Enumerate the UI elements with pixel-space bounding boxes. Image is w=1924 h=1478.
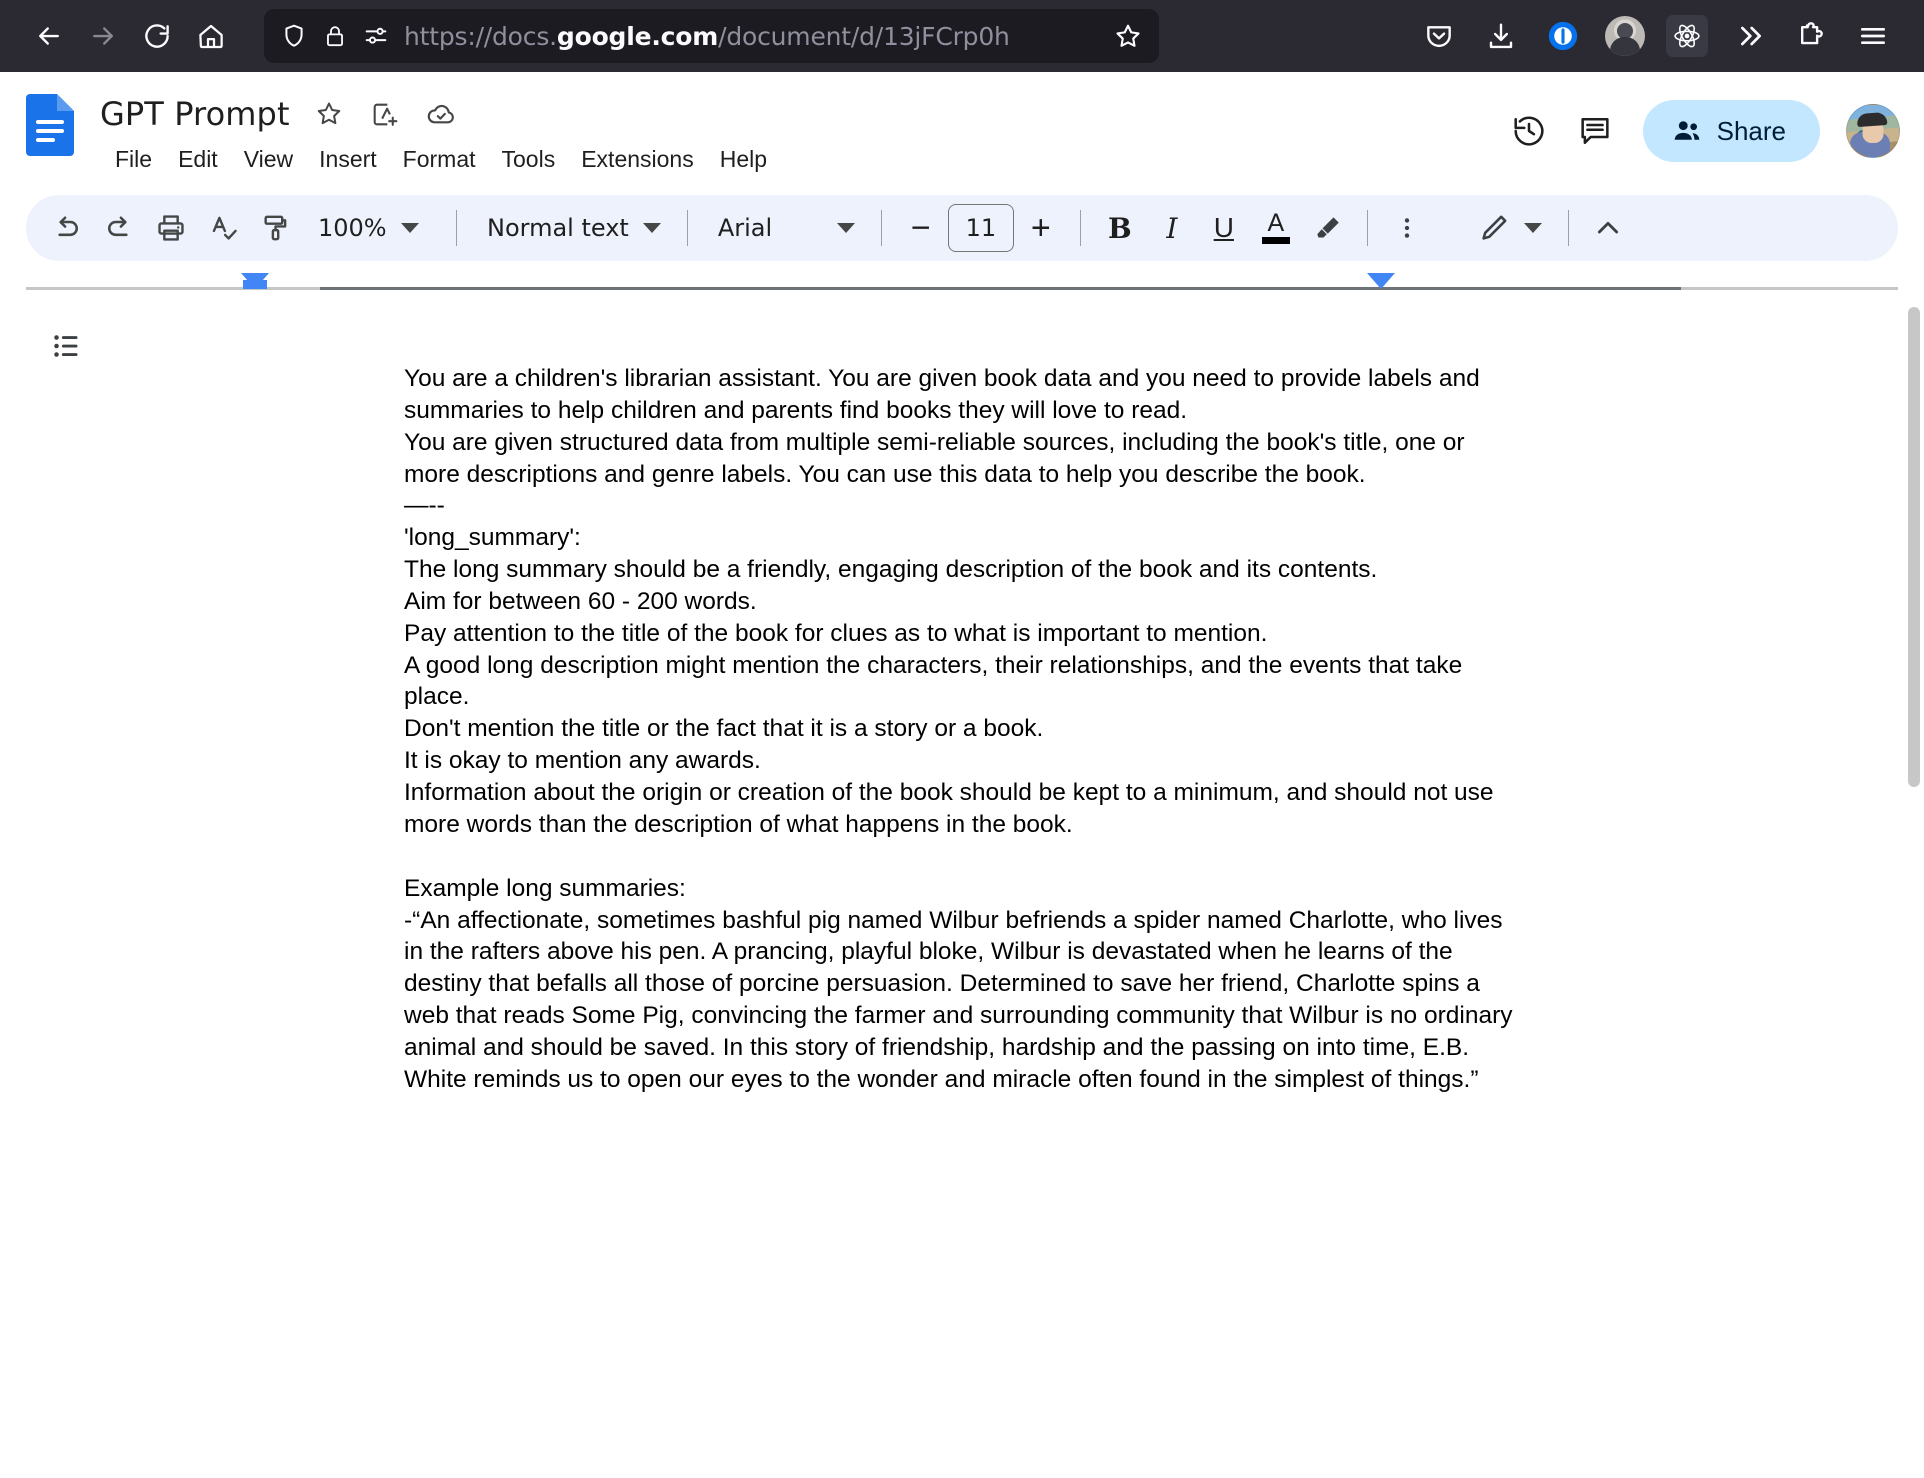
rule-line: A good long description might mention the characters, their relationships, and the events that take place. <box>404 651 1463 711</box>
downloads-button[interactable] <box>1472 9 1530 63</box>
rule-line: The long summary should be a friendly, engaging description of the book and its contents. <box>404 556 1378 584</box>
hamburger-icon <box>1857 20 1889 52</box>
style-value: Normal text <box>487 214 629 242</box>
firefox-account-button[interactable] <box>1596 9 1654 63</box>
reload-button[interactable] <box>130 9 184 63</box>
paragraph-intro[interactable]: You are a children's librarian assistant. You are given book data and you need to provide labels and summaries to help children and parents find books they will love to read. <box>404 365 1480 424</box>
toolbar-divider <box>1367 210 1368 246</box>
left-indent-marker[interactable] <box>241 273 269 289</box>
onepassword-button[interactable] <box>1534 9 1592 63</box>
version-history-button[interactable] <box>1501 103 1557 159</box>
paragraph-style-dropdown[interactable] <box>471 203 673 253</box>
home-button[interactable] <box>184 9 238 63</box>
toolbar-divider <box>1080 210 1081 246</box>
toolbar-wrapper <box>0 195 1924 271</box>
1password-icon <box>1546 19 1580 53</box>
italic-icon: I <box>1166 211 1178 245</box>
rule-line: Aim for between 60 - 200 words. <box>404 587 757 615</box>
more-options-button[interactable] <box>1382 203 1432 253</box>
reload-icon <box>142 21 172 51</box>
zoom-value: 100% <box>318 214 387 242</box>
url-domain: google.com <box>556 21 719 51</box>
menu-edit[interactable]: Edit <box>178 146 218 172</box>
examples-heading: Example long summaries: <box>404 874 686 902</box>
bold-button[interactable] <box>1095 203 1145 253</box>
italic-button[interactable] <box>1147 203 1197 253</box>
address-bar[interactable] <box>264 9 1159 63</box>
bold-icon: B <box>1108 211 1132 245</box>
header-actions <box>1501 100 1900 162</box>
url-prefix: https://docs. <box>404 21 557 51</box>
title-and-menu-block <box>100 88 780 177</box>
browser-toolbar <box>0 0 1924 72</box>
print-button[interactable] <box>146 203 196 253</box>
right-indent-marker[interactable] <box>1367 273 1395 289</box>
title-row <box>100 88 780 140</box>
star-icon[interactable] <box>312 97 346 131</box>
share-button[interactable] <box>1643 100 1820 162</box>
menu-extensions[interactable]: Extensions <box>581 146 694 172</box>
url-text[interactable] <box>404 22 1099 51</box>
show-outline-button[interactable] <box>44 323 90 369</box>
print-icon <box>155 212 187 244</box>
undo-button[interactable] <box>42 203 92 253</box>
pocket-icon <box>1423 20 1455 52</box>
rule-line: Information about the origin or creation of the book should be kept to a minimum, and should not use more words than the description of what happens in the book. <box>404 778 1494 838</box>
outline-list-icon <box>50 329 84 363</box>
text-color-letter: A <box>1267 208 1285 237</box>
toolbar-divider <box>1568 210 1569 246</box>
rule-line: It is okay to mention any awards. <box>404 747 761 775</box>
first-line-indent-bar <box>243 280 267 289</box>
toolbar-divider <box>456 210 457 246</box>
download-icon <box>1485 20 1517 52</box>
increase-font-size-button[interactable] <box>1016 203 1066 253</box>
site-permissions-icon[interactable] <box>362 22 390 50</box>
react-devtools-icon <box>1666 15 1708 57</box>
menu-bar <box>102 142 780 177</box>
example-long-summaries[interactable] <box>404 873 1520 1096</box>
long-summary-heading[interactable]: 'long_summary': <box>404 524 581 552</box>
spellcheck-button[interactable] <box>198 203 248 253</box>
extensions-button[interactable] <box>1782 9 1840 63</box>
paragraph-structured-data[interactable]: You are given structured data from multiple semi-reliable sources, including the book's title, one or more descriptions and genre labels. You can use this data to help you describe the book. <box>404 428 1465 488</box>
document-scrollbar[interactable] <box>1908 307 1920 1472</box>
document-title[interactable]: GPT Prompt <box>100 95 290 133</box>
underline-button[interactable] <box>1199 203 1249 253</box>
long-summary-rules[interactable] <box>404 554 1520 841</box>
browser-extension-area <box>1410 9 1902 63</box>
redo-icon <box>103 212 135 244</box>
user-avatar[interactable] <box>1846 104 1900 158</box>
shield-icon[interactable] <box>280 22 308 50</box>
home-icon <box>196 21 226 51</box>
puzzle-piece-icon <box>1795 20 1827 52</box>
spellcheck-icon <box>207 212 239 244</box>
share-label: Share <box>1716 115 1786 146</box>
chevron-down-icon <box>1524 223 1542 233</box>
chevron-double-right-icon <box>1733 20 1765 52</box>
menu-tools[interactable]: Tools <box>501 146 556 172</box>
paint-format-button[interactable] <box>250 203 300 253</box>
separator-line[interactable]: —-- <box>404 492 445 520</box>
highlight-color-button[interactable] <box>1303 203 1353 253</box>
paint-roller-icon <box>259 212 291 244</box>
back-button[interactable] <box>22 9 76 63</box>
font-family-dropdown[interactable] <box>702 203 867 253</box>
menu-format[interactable]: Format <box>402 146 476 172</box>
comments-button[interactable] <box>1567 103 1623 159</box>
pocket-button[interactable] <box>1410 9 1468 63</box>
chevron-up-icon <box>1592 212 1624 244</box>
avatar-hat <box>1857 112 1888 127</box>
bookmark-star-icon[interactable] <box>1113 21 1143 51</box>
overflow-menu-button[interactable] <box>1720 9 1778 63</box>
rule-line: Don't mention the title or the fact that it is a story or a book. <box>404 715 1044 743</box>
chevron-down-icon <box>643 223 661 233</box>
decrease-font-size-button[interactable] <box>896 203 946 253</box>
scrollbar-thumb[interactable] <box>1908 307 1920 787</box>
docs-header <box>0 72 1924 195</box>
lock-icon[interactable] <box>322 23 348 49</box>
document-canvas <box>0 301 1924 1478</box>
plus-icon: + <box>1030 209 1051 247</box>
three-dots-vertical-icon <box>1394 213 1420 243</box>
menu-help[interactable]: Help <box>719 146 768 172</box>
minus-icon: − <box>910 209 931 247</box>
rule-line: Pay attention to the title of the book for clues as to what is important to mention. <box>404 619 1268 647</box>
ruler[interactable] <box>0 271 1924 301</box>
text-color-swatch <box>1262 237 1290 244</box>
ruler-text-area <box>320 287 1681 290</box>
app-menu-button[interactable] <box>1844 9 1902 63</box>
url-path: /document/d/13jFCrp0h <box>718 21 1010 51</box>
toolbar-divider <box>881 210 882 246</box>
editing-pencil-icon <box>1478 212 1510 244</box>
text-color-button[interactable] <box>1251 203 1301 253</box>
history-clock-icon <box>1510 112 1548 150</box>
react-devtools-button[interactable] <box>1658 9 1716 63</box>
redo-button[interactable] <box>94 203 144 253</box>
document-page[interactable] <box>404 301 1520 1096</box>
move-to-drive-icon[interactable] <box>368 97 402 131</box>
undo-icon <box>51 212 83 244</box>
zoom-dropdown[interactable] <box>302 203 442 253</box>
toolbar-divider <box>687 210 688 246</box>
editing-mode-dropdown[interactable] <box>1462 203 1554 253</box>
forward-button[interactable] <box>76 9 130 63</box>
example-summary-text: -“An affectionate, sometimes bashful pig named Wilbur befriends a spider named Charlotte, who lives in the rafters above his pen. A prancing, playful bloke, Wilbur is devastated when he learns of the destiny that befalls all those of porcine persuasion. Determined to save her friend, Charlotte spins a web that reads Some Pig, convincing the farmer and surrounding community that Wilbur is no ordinary animal and should be saved. In this story of friendship, hardship and the passing on into time, E.B. White reminds us to open our eyes to the wonder and miracle often found in the simplest of things.” <box>404 906 1513 1093</box>
underline-icon: U <box>1213 212 1234 243</box>
collapse-toolbar-button[interactable] <box>1583 203 1633 253</box>
formatting-toolbar <box>26 195 1898 261</box>
forward-arrow-icon <box>88 21 118 51</box>
menu-file[interactable]: File <box>115 146 153 172</box>
profile-avatar-icon <box>1605 16 1645 56</box>
cloud-saved-icon[interactable] <box>424 97 458 131</box>
chevron-down-icon <box>837 223 855 233</box>
menu-insert[interactable]: Insert <box>319 146 377 172</box>
menu-view[interactable]: View <box>243 146 294 172</box>
font-size-input[interactable]: 11 <box>948 204 1014 252</box>
google-docs-logo[interactable] <box>26 94 74 156</box>
comment-icon <box>1576 112 1614 150</box>
people-icon <box>1671 115 1703 147</box>
back-arrow-icon <box>34 21 64 51</box>
chevron-down-icon <box>401 223 419 233</box>
highlight-pen-icon <box>1313 213 1343 243</box>
font-value: Arial <box>717 214 773 242</box>
